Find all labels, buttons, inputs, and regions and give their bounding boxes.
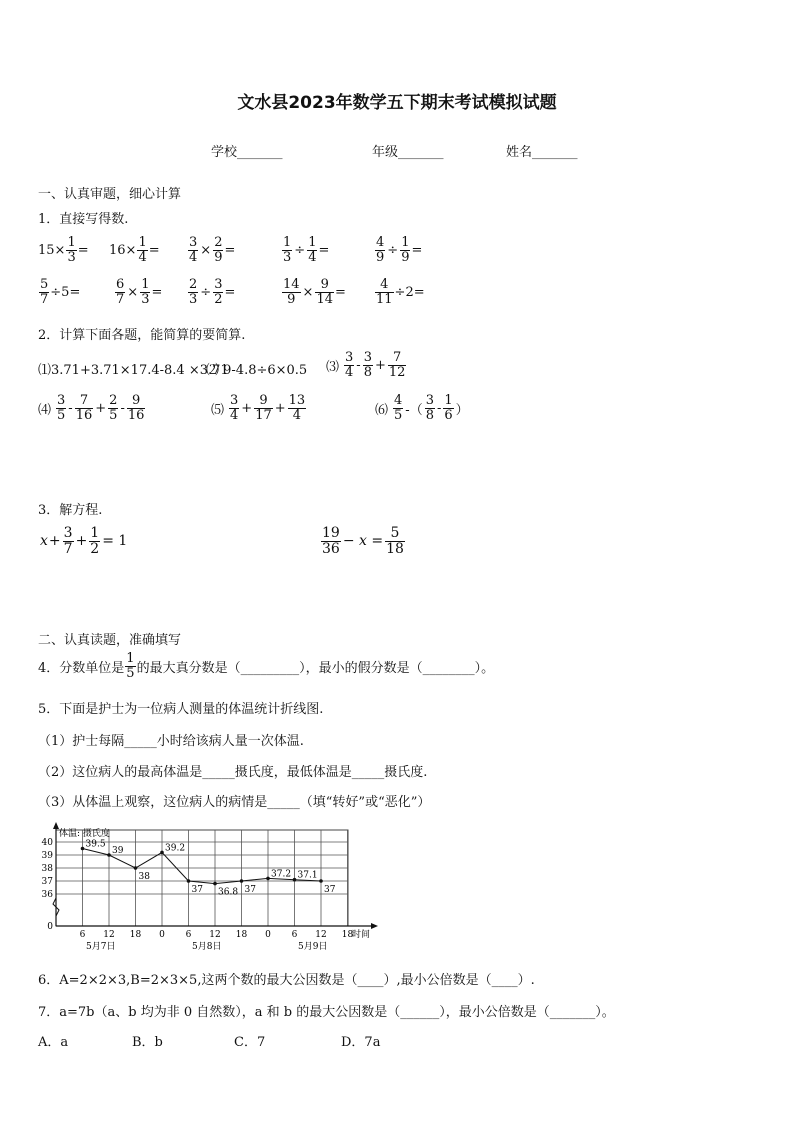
- chart-point: [240, 879, 244, 883]
- q1-item-6: $\frac{5}{7}$ ÷5=: [40, 277, 81, 307]
- q5-sub-2: （2）这位病人的最高体温是_____摄氏度，最低体温是_____摄氏度.: [38, 765, 428, 780]
- chart-data-label: 39.2: [165, 843, 186, 854]
- chart-data-label: 37.1: [297, 870, 318, 881]
- chart-day-label: 5月8日: [192, 942, 222, 952]
- chart-point: [160, 851, 164, 855]
- q5-label: 5．下面是护士为一位病人测量的体温统计折线图.: [38, 702, 324, 717]
- chart-x-tick-label: 12: [315, 930, 327, 940]
- chart-x-tick-label: 18: [129, 930, 142, 940]
- q5-sub-1: （1）护士每隔_____小时给该病人量一次体温.: [38, 734, 304, 749]
- chart-data-label: 37: [324, 885, 336, 895]
- grade-field[interactable]: 年级_______: [372, 145, 444, 160]
- chart-point: [293, 878, 297, 882]
- chart-data-label: 37: [244, 885, 256, 895]
- q2-part-3: ⑶ $\frac{3}{4}$ - $\frac{3}{8}$ + $\frac{7}{12}$: [326, 350, 406, 380]
- chart-point: [187, 879, 191, 883]
- name-field[interactable]: 姓名_______: [506, 145, 578, 160]
- q7: 7．a=7b（a、b 均为非 0 自然数），a 和 b 的最大公因数是（______），最小公倍数是（_______）。: [38, 1005, 615, 1020]
- q1-item-5: $\frac{4}{9}$ ÷ $\frac{1}{9}$ =: [376, 235, 423, 265]
- chart-x-axis-arrow: [371, 923, 378, 929]
- chart-x-title: 时间: [352, 930, 371, 940]
- chart-y-tick-label: 37: [41, 877, 53, 887]
- chart-x-tick-label: 18: [341, 930, 354, 940]
- chart-point: [213, 882, 217, 886]
- page-title: 文水县2023年数学五下期末考试模拟试题: [237, 93, 557, 113]
- chart-point: [266, 877, 270, 881]
- chart-x-tick-label: 6: [185, 930, 192, 940]
- q2-part-5: ⑸ $\frac{3}{4}$ + $\frac{9}{17}$ + $\frac{13}{4}$: [211, 393, 306, 423]
- q4: 4．分数单位是 $\frac{1}{5}$ 的最大真分数是（_________），最小的假分数是（________）。: [38, 651, 495, 681]
- chart-y-axis-arrow: [53, 822, 59, 829]
- chart-x-tick-label: 6: [79, 930, 86, 940]
- chart-point: [319, 879, 323, 883]
- chart-data-label: 38: [138, 872, 150, 882]
- q7-option-a[interactable]: A．a: [38, 1035, 69, 1050]
- q2-part-6: ⑹ $\frac{4}{5}$ -（ $\frac{3}{8}$ - $\frac{1}{6}$ ）: [375, 393, 469, 423]
- chart-data-label: 37: [191, 885, 203, 895]
- q7-option-b[interactable]: B．b: [132, 1035, 163, 1050]
- section1-heading: 一、认真审题，细心计算: [38, 187, 182, 202]
- chart-y-tick-label: 38: [41, 864, 53, 874]
- chart-y-tick-label: 40: [41, 838, 53, 848]
- q2-part-1: ⑴3.71+3.71×17.4-8.4 ×3.71: [38, 363, 229, 378]
- q1-item-7: $\frac{6}{7}$ × $\frac{1}{3}$ =: [116, 277, 163, 307]
- q2-label: 2．计算下面各题，能简算的要简算.: [38, 328, 246, 343]
- q1-item-8: $\frac{2}{3}$ ÷ $\frac{3}{2}$ =: [189, 277, 236, 307]
- chart-point: [134, 866, 138, 870]
- q5-sub-3: （3）从体温上观察，这位病人的病情是_____（填“转好”或“恶化”）: [38, 795, 431, 810]
- chart-point: [107, 853, 111, 857]
- chart-x-tick-label: 18: [235, 930, 248, 940]
- chart-data-label: 36.8: [218, 887, 239, 898]
- chart-y-tick-label: 36: [41, 890, 53, 900]
- chart-x-tick-label: 12: [209, 930, 221, 940]
- q1-label: 1．直接写得数.: [38, 212, 129, 227]
- q2-part-2: ⑵ 9-4.8÷6×0.5: [206, 363, 308, 378]
- school-field[interactable]: 学校_______: [211, 145, 283, 160]
- chart-day-label: 5月9日: [298, 942, 328, 952]
- q1-item-9: $\frac{14}{9}$ × $\frac{9}{14}$ =: [283, 277, 346, 307]
- temperature-line-chart: [30, 822, 390, 952]
- chart-x-tick-label: 12: [103, 930, 115, 940]
- chart-data-label: 37.2: [271, 869, 292, 880]
- section2-heading: 二、认真读题，准确填写: [38, 633, 182, 648]
- chart-y-tick-label: 0: [47, 922, 53, 932]
- q3-equation-1: x + $\frac{3}{7}$ + $\frac{1}{2}$ = 1: [40, 525, 128, 557]
- q1-item-1: 15× $\frac{1}{3}$ =: [38, 235, 89, 265]
- chart-y-tick-label: 39: [41, 851, 53, 861]
- q1-item-10: $\frac{4}{11}$ ÷2=: [376, 277, 425, 307]
- q3-label: 3．解方程.: [38, 503, 103, 518]
- chart-x-tick-label: 6: [291, 930, 298, 940]
- q6: 6．A=2×2×3,B=2×3×5,这两个数的最大公因数是（____）,最小公倍数是（____）.: [38, 973, 535, 988]
- q1-item-3: $\frac{3}{4}$ × $\frac{2}{9}$ =: [189, 235, 236, 265]
- chart-data-label: 39.5: [85, 839, 106, 850]
- chart-y-title: 体温: 摄氏度: [59, 829, 110, 839]
- chart-data-label: 39: [112, 846, 124, 856]
- chart-point: [81, 847, 85, 851]
- q7-option-c[interactable]: C．7: [234, 1035, 266, 1050]
- q7-option-d[interactable]: D．7a: [341, 1035, 381, 1050]
- q2-part-4: ⑷ $\frac{3}{5}$ - $\frac{7}{16}$ + $\frac{2}{5}$ - $\frac{9}{16}$: [38, 393, 145, 423]
- q3-equation-2: $\frac{19}{36}$ − x = $\frac{5}{18}$: [322, 525, 404, 557]
- chart-x-tick-label: 0: [265, 930, 271, 940]
- q1-item-2: 16× $\frac{1}{4}$ =: [109, 235, 160, 265]
- q1-item-4: $\frac{1}{3}$ ÷ $\frac{1}{4}$ =: [283, 235, 330, 265]
- chart-day-label: 5月7日: [86, 942, 116, 952]
- chart-x-tick-label: 0: [159, 930, 165, 940]
